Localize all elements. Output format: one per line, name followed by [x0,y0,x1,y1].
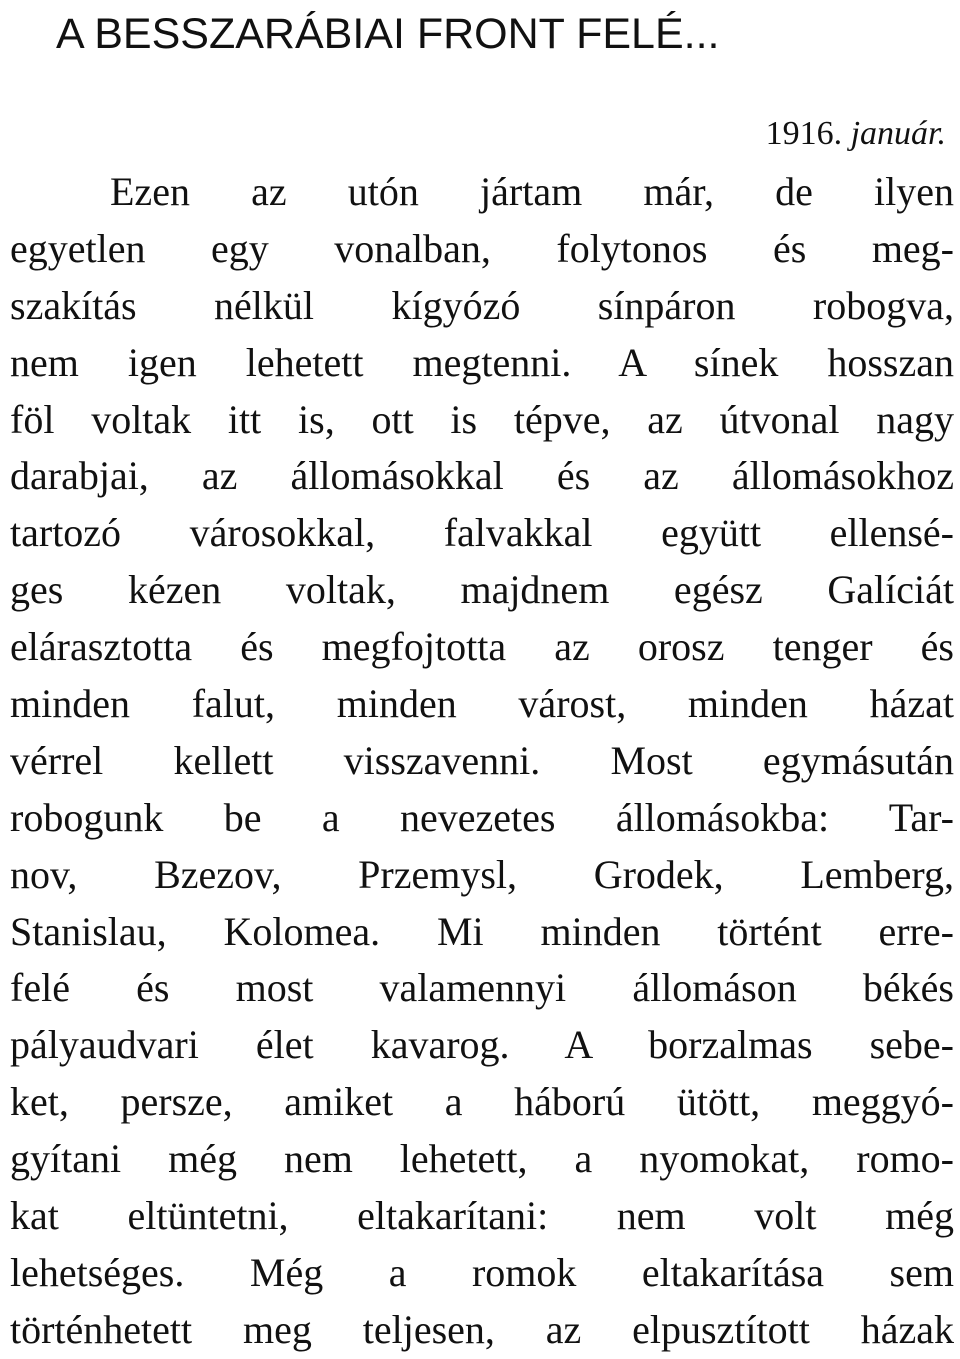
text-line: föl voltak itt is, ott is tépve, az útvonal nagy [10,396,954,442]
chapter-date [766,112,946,156]
text-line: felé és most valamennyi állomáson békés [10,965,954,1011]
text-line: pályaudvari élet kavarog. A borzalmas sebe- [10,1022,954,1068]
text-line: robogunk be a nevezetes állomásokba: Tar- [10,794,954,840]
date-month: január. [850,115,946,152]
text-line: minden falut, minden várost, minden házat [10,681,954,727]
text-line: egyetlen egy vonalban, folytonos és meg- [10,225,954,271]
text-line: szakítás nélkül kígyózó sínpáron robogva, [10,282,954,328]
text-line: Stanislau, Kolomea. Mi minden történt erre- [10,908,954,954]
text-line: elárasztotta és megfojtotta az orosz tenger és [10,624,954,670]
text-line: vérrel kellett visszavenni. Most egymásután [10,737,954,783]
text-line: darabjai, az állomásokkal és az állomásokhoz [10,453,954,499]
text-line: Ezen az utón jártam már, de ilyen [110,169,954,214]
chapter-title: A BESSZARÁBIAI FRONT FELÉ... [56,10,720,58]
text-line: gyítani még nem lehetett, a nyomokat, romo- [10,1136,954,1182]
text-line: történhetett meg teljesen, az elpusztított házak [10,1306,954,1352]
date-year: 1916. [765,115,843,152]
text-line: nem igen lehetett megtenni. A sínek hosszan [10,339,954,385]
text-line: nov, Bzezov, Przemysl, Grodek, Lemberg, [10,851,954,897]
text-line: lehetséges. Még a romok eltakarítása sem [10,1249,954,1295]
text-line: kat eltüntetni, eltakarítani: nem volt még [10,1193,954,1239]
text-line: tartozó városokkal, falvakkal együtt ellensé- [10,510,954,556]
text-line: ges kézen voltak, majdnem egész Galíciát [10,567,954,613]
text-line: ket, persze, amiket a háború ütött, meggyó- [10,1079,954,1125]
body-paragraph [10,164,954,1359]
